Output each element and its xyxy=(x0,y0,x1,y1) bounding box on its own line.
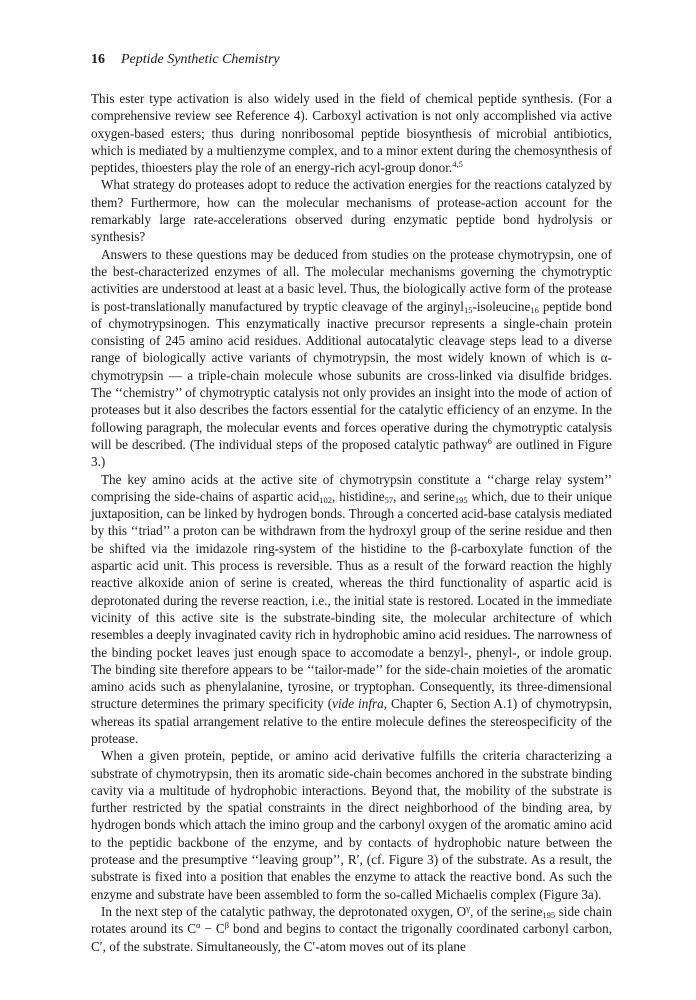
residue-subscript: 15 xyxy=(463,304,473,315)
residue-subscript: 195 xyxy=(454,494,468,505)
paragraph-5 xyxy=(91,747,612,903)
text-run: − C xyxy=(200,921,225,937)
paragraph-4 xyxy=(91,471,612,748)
residue-subscript: 195 xyxy=(542,909,556,920)
text-run: , histidine xyxy=(332,488,385,504)
reference-superscript: 4,5 xyxy=(452,159,463,170)
paragraph-1 xyxy=(91,90,612,176)
reference-superscript: 6 xyxy=(487,435,492,446)
text-run: , and serine xyxy=(393,488,455,504)
paragraph-2 xyxy=(91,176,612,245)
body-text xyxy=(91,90,612,955)
text-run: This ester type activation is also widely used in the field of chemical peptide synthesis. (For a comprehensive review see Reference 4). Carboxyl activation is not only accomplished via active oxygen-based esters; thus during nonribosomal peptide biosynthesis of microbial antibiotics, which is mediated by a multienzyme complex, and to a minor extent during the chemosynthesis of peptides, thioesters play the role of an energy-rich acyl-group donor. xyxy=(91,91,612,176)
text-run: What strategy do proteases adopt to reduce the activation energies for the reactions catalyzed by them? Furthermore, how can the molecular mechanisms of protease-action account for the remarkably large rate-accelerations observed during enzymatic peptide bond hydrolysis or synthesis? xyxy=(91,177,612,245)
page-number: 16 xyxy=(91,52,105,67)
text-run: The key amino acids at the active site of chymotrypsin constitute a ‘‘charge relay system’’ comprising the side-chains of aspartic acid xyxy=(91,471,612,504)
residue-subscript: 16 xyxy=(530,304,539,315)
text-run: In the next step of the catalytic pathway, the deprotonated oxygen, O xyxy=(101,903,467,919)
text-run: Answers to these questions may be deduced from studies on the protease chymotrypsin, one of the best-characterized enzymes of all. The molecular mechanisms governing the chymotryptic activities are understood at least at a basic level. Thus, the biologically active form of the protease is post-translationally manufactured by tryptic cleavage of the arginyl xyxy=(91,246,612,314)
text-run: When a given protein, peptide, or amino acid derivative fulfills the criteria characterizing a substrate of chymotrypsin, then its aromatic side-chain becomes anchored in the substrate binding cavity via a multitude of hydrophobic interactions. Beyond that, the mobility of the substrate is further restricted by the spatial constraints in the direct neighborhood of the binding area, by hydrogen bonds which attach the imino group and the carbonyl oxygen of the aromatic amino acid to the peptidic backbone of the enzyme, and by contacts of hydrophobic nature between the protease and the presumptive ‘‘leaving group’’, R′, (cf. Figure 3) of the substrate. As a result, the substrate is fixed into a position that enables the enzyme to attack the reactive bond. As such the enzyme and substrate have been assembled to form the so-called Michaelis complex (Figure 3a). xyxy=(91,748,612,902)
atom-superscript: β xyxy=(224,920,230,931)
text-run: , of the serine xyxy=(469,903,543,919)
paragraph-6 xyxy=(91,903,612,955)
atom-superscript: α xyxy=(196,920,201,931)
text-run: which, due to their unique juxtaposition, can be linked by hydrogen bonds. Through a concerted acid-base catalysis mediated by this ‘‘triad’’ a proton can be withdrawn from the hydroxyl group of the serine residue and then be shifted via the imidazole ring-system of the histidine to the β-carboxylate function of the aspartic acid unit. This process is reversible. Thus as a result of the forward reaction the highly reactive alkoxide anion of serine is created, whereas the third functionality of aspartic acid is deprotonated during the reverse reaction, i.e., the initial state is restored. Located in the immediate vicinity of this active site is the substrate-binding site, the molecular architecture of which resembles a deeply invaginated cavity rich in hydrophobic amino acid residues. The narrowness of the binding pocket leaves just enough space to accomodate a benzyl-, phenyl-, or indole group. The binding site therefore appears to be ‘‘tailor-made’’ for the side-chain moieties of the aromatic amino acids such as phenylalanine, tyrosine, or tryptophan. Consequently, its three-dimensional structure determines the primary specificity ( xyxy=(91,488,613,712)
italic-phrase: vide infra, xyxy=(332,696,388,712)
text-run: peptide bond of chymotrypsinogen. This enzymatically inactive precursor represents a single-chain protein consisting of 245 amino acid residues. Additional autocatalytic cleavage steps lead to a diverse range of biologically active variants of chymotrypsin, the most widely known of which is α-chymotrypsin — a triple-chain molecule whose subunits are cross-linked via disulfide bridges. The ‘‘chemistry’’ of chymotryptic catalysis not only provides an insight into the mode of action of proteases but it also describes the factors essential for the catalytic efficiency of an enzyme. In the following paragraph, the molecular events and forces operative during the chymotryptic catalysis will be described. (The individual steps of the proposed catalytic pathway xyxy=(91,298,612,452)
text-run: are outlined in Figure 3.) xyxy=(91,436,612,470)
residue-subscript: 102 xyxy=(319,494,333,505)
text-run: bond and begins to contact the trigonally coordinated carbonyl carbon, C′, of the substrate. Simultaneously, the C′-atom moves out of its plane xyxy=(91,921,613,954)
atom-superscript: γ xyxy=(466,902,470,913)
paragraph-3 xyxy=(91,246,612,471)
residue-subscript: 57 xyxy=(384,494,394,505)
text-run: -isoleucine xyxy=(472,298,531,314)
running-title: Peptide Synthetic Chemistry xyxy=(121,52,280,67)
page-header xyxy=(91,52,611,72)
text-run: side chain rotates around its C xyxy=(91,903,612,937)
text-run: Chapter 6, Section A.1) of chymotrypsin, whereas its spatial arrangement relative to the entire molecule defines the stereospecificity of the protease. xyxy=(91,696,613,746)
